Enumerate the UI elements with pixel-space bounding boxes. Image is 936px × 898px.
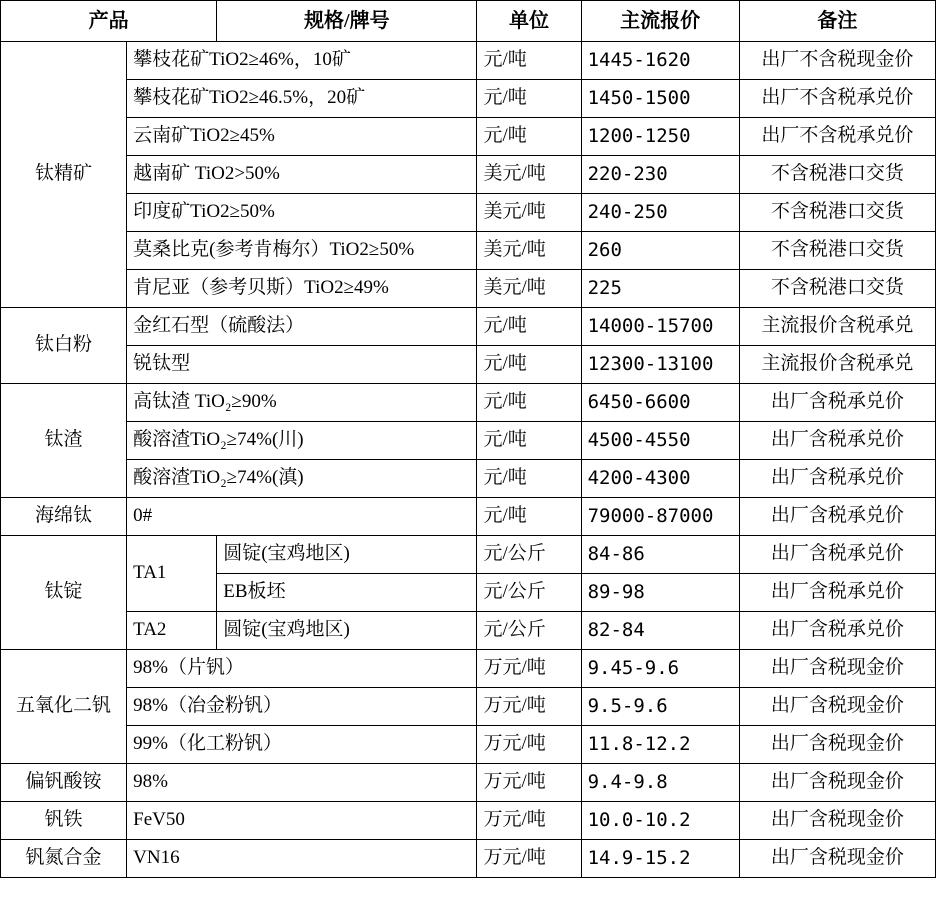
table-row <box>1 726 936 764</box>
cell-remark: 出厂不含税现金价 <box>739 42 935 80</box>
table-row <box>1 270 936 308</box>
cell-price: 220-230 <box>581 156 739 194</box>
cell-remark: 出厂含税承兑价 <box>739 460 935 498</box>
cell-spec: 锐钛型 <box>127 346 477 384</box>
cell-spec: 肯尼亚（参考贝斯）TiO2≥49% <box>127 270 477 308</box>
cell-remark: 出厂含税现金价 <box>739 650 935 688</box>
table-row <box>1 460 936 498</box>
cell-price: 1450-1500 <box>581 80 739 118</box>
cell-remark: 不含税港口交货 <box>739 156 935 194</box>
cell-grade: TA1 <box>127 536 217 612</box>
table-row <box>1 118 936 156</box>
cell-spec: 高钛渣 TiO₂≥90% <box>127 384 477 422</box>
cell-price: 225 <box>581 270 739 308</box>
cell-unit: 元/吨 <box>477 422 581 460</box>
cell-product: 海绵钛 <box>1 498 127 536</box>
cell-unit: 万元/吨 <box>477 688 581 726</box>
cell-unit: 万元/吨 <box>477 726 581 764</box>
cell-spec: 99%（化工粉钒） <box>127 726 477 764</box>
cell-unit: 美元/吨 <box>477 194 581 232</box>
cell-remark: 出厂含税承兑价 <box>739 612 935 650</box>
cell-product: 钒铁 <box>1 802 127 840</box>
cell-spec: 0# <box>127 498 477 536</box>
table-row <box>1 536 936 574</box>
cell-spec: FeV50 <box>127 802 477 840</box>
cell-spec: 金红石型（硫酸法） <box>127 308 477 346</box>
cell-unit: 元/吨 <box>477 80 581 118</box>
cell-remark: 出厂含税承兑价 <box>739 574 935 612</box>
cell-spec: 98%（冶金粉钒） <box>127 688 477 726</box>
cell-remark: 出厂含税承兑价 <box>739 498 935 536</box>
header-price: 主流报价 <box>581 1 739 42</box>
cell-unit: 元/吨 <box>477 346 581 384</box>
cell-spec: EB板坯 <box>217 574 477 612</box>
table-row <box>1 384 936 422</box>
cell-unit: 万元/吨 <box>477 802 581 840</box>
table-row <box>1 650 936 688</box>
cell-unit: 元/吨 <box>477 384 581 422</box>
table-header-row <box>1 1 936 42</box>
cell-unit: 元/吨 <box>477 42 581 80</box>
header-remark: 备注 <box>739 1 935 42</box>
cell-product: 偏钒酸铵 <box>1 764 127 802</box>
cell-product: 五氧化二钒 <box>1 650 127 764</box>
cell-grade: TA2 <box>127 612 217 650</box>
cell-remark: 出厂不含税承兑价 <box>739 80 935 118</box>
table-row <box>1 42 936 80</box>
cell-spec: 越南矿 TiO2>50% <box>127 156 477 194</box>
table-row <box>1 80 936 118</box>
cell-unit: 美元/吨 <box>477 270 581 308</box>
cell-unit: 元/吨 <box>477 118 581 156</box>
cell-unit: 元/吨 <box>477 460 581 498</box>
cell-price: 9.5-9.6 <box>581 688 739 726</box>
cell-unit: 元/公斤 <box>477 536 581 574</box>
cell-price: 9.45-9.6 <box>581 650 739 688</box>
cell-spec: 攀枝花矿TiO2≥46%，10矿 <box>127 42 477 80</box>
cell-unit: 美元/吨 <box>477 232 581 270</box>
cell-price: 260 <box>581 232 739 270</box>
cell-remark: 不含税港口交货 <box>739 194 935 232</box>
cell-remark: 出厂含税现金价 <box>739 802 935 840</box>
cell-remark: 主流报价含税承兑 <box>739 308 935 346</box>
cell-price: 1200-1250 <box>581 118 739 156</box>
cell-price: 89-98 <box>581 574 739 612</box>
cell-spec: 圆锭(宝鸡地区) <box>217 536 477 574</box>
cell-spec: 圆锭(宝鸡地区) <box>217 612 477 650</box>
cell-unit: 万元/吨 <box>477 764 581 802</box>
cell-product: 钛精矿 <box>1 42 127 308</box>
cell-unit: 美元/吨 <box>477 156 581 194</box>
cell-remark: 出厂含税现金价 <box>739 688 935 726</box>
cell-spec: 云南矿TiO2≥45% <box>127 118 477 156</box>
cell-unit: 万元/吨 <box>477 840 581 878</box>
cell-remark: 不含税港口交货 <box>739 270 935 308</box>
table-row <box>1 156 936 194</box>
table-body <box>1 42 936 878</box>
cell-price: 12300-13100 <box>581 346 739 384</box>
cell-price: 1445-1620 <box>581 42 739 80</box>
cell-spec: 莫桑比克(参考肯梅尔）TiO2≥50% <box>127 232 477 270</box>
cell-price: 11.8-12.2 <box>581 726 739 764</box>
table-row <box>1 346 936 384</box>
cell-remark: 出厂含税承兑价 <box>739 422 935 460</box>
cell-price: 10.0-10.2 <box>581 802 739 840</box>
table-row <box>1 308 936 346</box>
table-row <box>1 802 936 840</box>
cell-spec: VN16 <box>127 840 477 878</box>
cell-remark: 出厂含税承兑价 <box>739 536 935 574</box>
cell-product: 钒氮合金 <box>1 840 127 878</box>
cell-remark: 出厂含税现金价 <box>739 726 935 764</box>
cell-product: 钛白粉 <box>1 308 127 384</box>
cell-price: 14.9-15.2 <box>581 840 739 878</box>
cell-price: 14000-15700 <box>581 308 739 346</box>
cell-price: 79000-87000 <box>581 498 739 536</box>
cell-remark: 出厂含税现金价 <box>739 764 935 802</box>
cell-price: 240-250 <box>581 194 739 232</box>
cell-product: 钛渣 <box>1 384 127 498</box>
cell-product: 钛锭 <box>1 536 127 650</box>
table-row <box>1 232 936 270</box>
cell-unit: 元/公斤 <box>477 574 581 612</box>
table-row <box>1 498 936 536</box>
table-row <box>1 840 936 878</box>
cell-spec: 攀枝花矿TiO2≥46.5%，20矿 <box>127 80 477 118</box>
cell-spec: 印度矿TiO2≥50% <box>127 194 477 232</box>
cell-unit: 元/吨 <box>477 498 581 536</box>
cell-spec: 酸溶渣TiO₂≥74%(滇) <box>127 460 477 498</box>
header-spec: 规格/牌号 <box>217 1 477 42</box>
cell-remark: 主流报价含税承兑 <box>739 346 935 384</box>
cell-price: 84-86 <box>581 536 739 574</box>
cell-price: 82-84 <box>581 612 739 650</box>
cell-spec: 酸溶渣TiO₂≥74%(川) <box>127 422 477 460</box>
cell-remark: 出厂含税承兑价 <box>739 384 935 422</box>
table-row <box>1 612 936 650</box>
cell-spec: 98% <box>127 764 477 802</box>
cell-spec: 98%（片钒） <box>127 650 477 688</box>
header-product: 产品 <box>1 1 217 42</box>
table-row <box>1 764 936 802</box>
table-row <box>1 688 936 726</box>
cell-remark: 不含税港口交货 <box>739 232 935 270</box>
header-unit: 单位 <box>477 1 581 42</box>
cell-price: 4200-4300 <box>581 460 739 498</box>
cell-price: 9.4-9.8 <box>581 764 739 802</box>
cell-unit: 万元/吨 <box>477 650 581 688</box>
cell-price: 4500-4550 <box>581 422 739 460</box>
cell-remark: 出厂含税现金价 <box>739 840 935 878</box>
cell-unit: 元/公斤 <box>477 612 581 650</box>
cell-remark: 出厂不含税承兑价 <box>739 118 935 156</box>
table-row <box>1 194 936 232</box>
cell-price: 6450-6600 <box>581 384 739 422</box>
table-row <box>1 422 936 460</box>
cell-unit: 元/吨 <box>477 308 581 346</box>
